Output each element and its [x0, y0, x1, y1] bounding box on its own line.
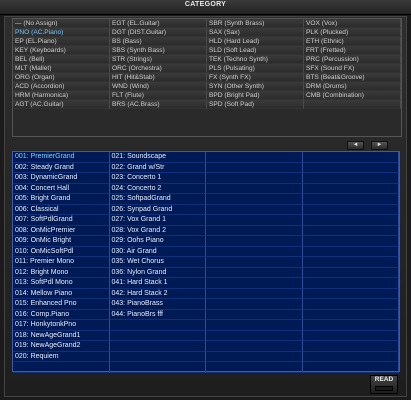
patch-item[interactable]: 022: Grand w/Str: [110, 163, 207, 174]
patch-item[interactable]: [206, 341, 303, 352]
patch-item[interactable]: 004: Concert Hall: [13, 184, 110, 195]
category-item[interactable]: FLT (Flute): [110, 91, 207, 100]
patch-item[interactable]: 021: Soundscape: [110, 152, 207, 163]
read-button[interactable]: [370, 375, 398, 394]
window-title: CATEGORY: [184, 1, 227, 8]
category-item[interactable]: SPD (Soft Pad): [207, 100, 304, 109]
patch-item[interactable]: [303, 194, 400, 205]
patch-item[interactable]: [206, 163, 303, 174]
patch-item[interactable]: 008: OnMicPremier: [13, 226, 110, 237]
category-item[interactable]: KEY (Keyboards): [13, 46, 110, 55]
patch-item[interactable]: [303, 278, 400, 289]
patch-item[interactable]: [206, 268, 303, 279]
next-page-button[interactable]: ►: [371, 141, 388, 150]
category-grid: [12, 18, 402, 137]
category-item[interactable]: CMB (Combination): [304, 91, 401, 100]
category-item[interactable]: ORG (Organ): [13, 73, 110, 82]
patch-item[interactable]: 001: PremierGrand: [13, 152, 110, 163]
patch-item[interactable]: 023: Concerto 1: [110, 173, 207, 184]
category-item[interactable]: DGT (DIST.Guitar): [110, 28, 207, 37]
patch-item[interactable]: 005: Bright Grand: [13, 194, 110, 205]
patch-item[interactable]: [206, 247, 303, 258]
category-item[interactable]: SAX (Sax): [207, 28, 304, 37]
patch-item[interactable]: [110, 320, 207, 331]
category-item[interactable]: [304, 100, 401, 109]
category-item[interactable]: SBR (Synth Brass): [207, 19, 304, 28]
patch-item[interactable]: [303, 310, 400, 321]
category-item[interactable]: SLD (Soft Lead): [207, 46, 304, 55]
patch-item[interactable]: [110, 352, 207, 363]
patch-item[interactable]: 006: Classical: [13, 205, 110, 216]
patch-item[interactable]: [13, 362, 110, 373]
patch-item[interactable]: 003: DynamicGrand: [13, 173, 110, 184]
patch-item[interactable]: [303, 331, 400, 342]
patch-item[interactable]: [206, 278, 303, 289]
category-item[interactable]: — (No Assign): [13, 19, 110, 28]
category-item[interactable]: STR (Strings): [110, 55, 207, 64]
patch-item[interactable]: 041: Hard Stack 1: [110, 278, 207, 289]
patch-item[interactable]: 043: PianoBrass: [110, 299, 207, 310]
patch-item[interactable]: [303, 205, 400, 216]
category-item[interactable]: SBS (Synth Bass): [110, 46, 207, 55]
patch-item[interactable]: [206, 215, 303, 226]
patch-item[interactable]: 044: PianoBrs fff: [110, 310, 207, 321]
patch-item[interactable]: 019: NewAgeGrand2: [13, 341, 110, 352]
patch-item[interactable]: [303, 163, 400, 174]
category-item[interactable]: DRM (Drums): [304, 82, 401, 91]
patch-item[interactable]: [303, 299, 400, 310]
patch-item[interactable]: [303, 173, 400, 184]
patch-item[interactable]: [303, 257, 400, 268]
category-item[interactable]: BTS (Beat&Groove): [304, 73, 401, 82]
patch-item[interactable]: [206, 257, 303, 268]
category-item[interactable]: WND (Wind): [110, 82, 207, 91]
patch-item[interactable]: [303, 320, 400, 331]
category-item[interactable]: FRT (Fretted): [304, 46, 401, 55]
patch-item[interactable]: 007: SoftPdlGrand: [13, 215, 110, 226]
patch-item[interactable]: [303, 341, 400, 352]
patch-item[interactable]: 024: Concerto 2: [110, 184, 207, 195]
patch-item[interactable]: [206, 310, 303, 321]
read-button-label: READ: [374, 376, 394, 383]
category-item[interactable]: TEK (Techno Synth): [207, 55, 304, 64]
patch-item[interactable]: 025: SoftpadGrand: [110, 194, 207, 205]
patch-item[interactable]: [206, 152, 303, 163]
patch-item[interactable]: 012: Bright Mono: [13, 268, 110, 279]
patch-item[interactable]: [206, 194, 303, 205]
category-item[interactable]: HIT (Hit&Stab): [110, 73, 207, 82]
patch-item[interactable]: [206, 299, 303, 310]
patch-item[interactable]: [303, 236, 400, 247]
category-item[interactable]: EP (EL.Piano): [13, 37, 110, 46]
patch-item[interactable]: 042: Hard Stack 2: [110, 289, 207, 300]
patch-item[interactable]: 020: Requiem: [13, 352, 110, 363]
category-item[interactable]: PNO (AC.Piano): [13, 28, 110, 37]
category-item[interactable]: BPD (Bright Pad): [207, 91, 304, 100]
patch-list: [12, 151, 400, 372]
patch-item[interactable]: [206, 205, 303, 216]
patch-item[interactable]: [206, 184, 303, 195]
patch-item[interactable]: [303, 289, 400, 300]
patch-item[interactable]: [303, 247, 400, 258]
patch-item[interactable]: 027: Vox Grand 1: [110, 215, 207, 226]
title-bar: [0, 0, 411, 15]
category-item[interactable]: BS (Bass): [110, 37, 207, 46]
patch-item[interactable]: 010: OnMicSoftPdl: [13, 247, 110, 258]
category-item[interactable]: ETH (Ethnic): [304, 37, 401, 46]
patch-item[interactable]: [110, 341, 207, 352]
patch-item[interactable]: [206, 352, 303, 363]
patch-item[interactable]: [303, 362, 400, 373]
patch-item[interactable]: [110, 362, 207, 373]
patch-item[interactable]: 017: HonkytonkPno: [13, 320, 110, 331]
patch-item[interactable]: [206, 226, 303, 237]
category-item[interactable]: BEL (Bell): [13, 55, 110, 64]
category-item[interactable]: ORC (Orchestra): [110, 64, 207, 73]
patch-item[interactable]: [303, 215, 400, 226]
category-item[interactable]: VOX (Vox): [304, 19, 401, 28]
patch-item[interactable]: 028: Vox Grand 2: [110, 226, 207, 237]
category-item[interactable]: MLT (Mallet): [13, 64, 110, 73]
patch-item[interactable]: 013: SoftPdl Mono: [13, 278, 110, 289]
patch-item[interactable]: [206, 236, 303, 247]
category-item[interactable]: BRS (AC.Brass): [110, 100, 207, 109]
patch-item[interactable]: [303, 268, 400, 279]
patch-item[interactable]: [206, 362, 303, 373]
read-led-indicator: [375, 386, 393, 391]
patch-item[interactable]: [206, 331, 303, 342]
category-item[interactable]: EGT (EL.Guitar): [110, 19, 207, 28]
patch-item[interactable]: 030: Air Grand: [110, 247, 207, 258]
patch-item[interactable]: [206, 320, 303, 331]
patch-item[interactable]: [303, 152, 400, 163]
category-item[interactable]: PLK (Plucked): [304, 28, 401, 37]
patch-item[interactable]: [303, 352, 400, 363]
patch-item[interactable]: 014: Mellow Piano: [13, 289, 110, 300]
patch-item[interactable]: [303, 226, 400, 237]
category-item[interactable]: HRM (Harmonica): [13, 91, 110, 100]
patch-item[interactable]: [110, 331, 207, 342]
patch-item[interactable]: 015: Enhanced Pno: [13, 299, 110, 310]
category-item[interactable]: PLS (Pulsating): [207, 64, 304, 73]
patch-item[interactable]: 018: NewAgeGrand1: [13, 331, 110, 342]
patch-item[interactable]: [303, 184, 400, 195]
patch-item[interactable]: [206, 173, 303, 184]
category-item[interactable]: SYN (Other Synth): [207, 82, 304, 91]
patch-item[interactable]: 029: Oohs Piano: [110, 236, 207, 247]
patch-item[interactable]: 016: Comp.Piano: [13, 310, 110, 321]
patch-item[interactable]: 011: Premier Mono: [13, 257, 110, 268]
patch-item[interactable]: 009: OnMic Bright: [13, 236, 110, 247]
category-item[interactable]: SFX (Sound FX): [304, 64, 401, 73]
category-item[interactable]: FX (Synth FX): [207, 73, 304, 82]
patch-item[interactable]: [206, 289, 303, 300]
category-item[interactable]: HLD (Hard Lead): [207, 37, 304, 46]
category-item[interactable]: AGT (AC.Guitar): [13, 100, 110, 109]
category-item[interactable]: PRC (Percussion): [304, 55, 401, 64]
patch-item[interactable]: 035: Wet Chorus: [110, 257, 207, 268]
prev-page-button[interactable]: ◄: [347, 141, 364, 150]
patch-item[interactable]: 036: Nylon Grand: [110, 268, 207, 279]
patch-item[interactable]: 026: Synpad Grand: [110, 205, 207, 216]
category-item[interactable]: ACD (Accordion): [13, 82, 110, 91]
patch-item[interactable]: 002: Steady Grand: [13, 163, 110, 174]
